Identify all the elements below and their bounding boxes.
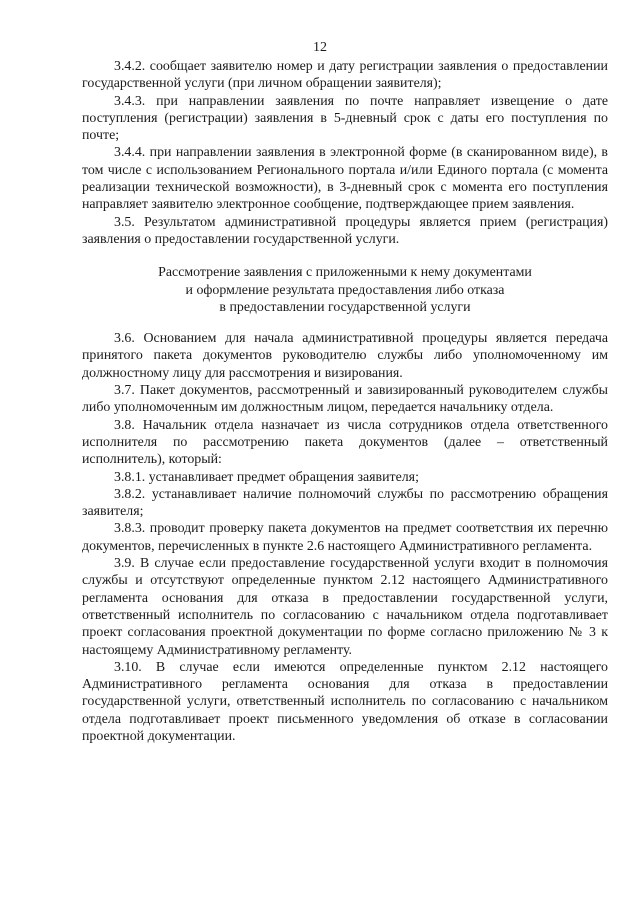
paragraph-3-9: 3.9. В случае если предоставление государственной услуги входит в полномочия службы и отсутствуют определенные пунктом 2.12 настоящего Административного регламента основания для отказа в предоставлении государственной услуги, ответственный исполнитель по согласованию с начальником отдела подготавливает проект согласования проектной документации по форме согласно приложению № 3 к настоящему Административному регламенту. [82, 556, 608, 658]
section-heading-line-1: Рассмотрение заявления с приложенными к нему документами [158, 265, 532, 281]
paragraph-3-7: 3.7. Пакет документов, рассмотренный и завизированный руководителем службы либо уполномоченным им должностным лицом, передается начальнику отдела. [82, 383, 608, 416]
paragraph-3-6: 3.6. Основанием для начала административной процедуры является передача принятого пакета документов руководителю службы либо уполномоченному им должностному лицу для рассмотрения и визирования. [82, 331, 608, 381]
paragraph-3-8-3: 3.8.3. проводит проверку пакета документов на предмет соответствия их перечню документов, перечисленных в пункте 2.6 настоящего Административного регламента. [82, 521, 608, 554]
page-number: 12 [313, 40, 327, 55]
paragraph-3-4-4: 3.4.4. при направлении заявления в электронной форме (в сканированном виде), в том числе с использованием Регионального портала и/или Единого портала (с момента реализации технической возможности), в 3-дневный срок с момента его поступления направляет заявителю электронное сообщение, подтверждающее прием заявления. [82, 145, 608, 213]
section-heading [82, 264, 608, 316]
section-heading-line-3: в предоставлении государственной услуги [219, 299, 471, 315]
document-body [82, 58, 608, 745]
paragraph-3-8-2: 3.8.2. устанавливает наличие полномочий службы по рассмотрению обращения заявителя; [82, 486, 608, 520]
paragraph-3-5: 3.5. Результатом административной процедуры является прием (регистрация) заявления о предоставлении государственной услуги. [82, 214, 608, 247]
paragraph-3-4-3: 3.4.3. при направлении заявления по почте направляет извещение о дате поступления (регистрации) заявления в 5-дневный срок с даты его поступления по почте; [82, 93, 608, 144]
paragraph-3-4-2: 3.4.2. сообщает заявителю номер и дату регистрации заявления о предоставлении государственной услуги (при личном обращении заявителя); [82, 59, 608, 92]
paragraph-3-10: 3.10. В случае если имеются определенные пунктом 2.12 настоящего Административного регламента основания для отказа в предоставлении государственной услуги, ответственный исполнитель по согласованию с начальником отдела подготавливает проект письменного уведомления об отказе в согласовании проектной документации. [82, 659, 608, 744]
paragraph-3-8: 3.8. Начальник отдела назначает из числа сотрудников отдела ответственного исполнителя по рассмотрению пакета документов (далее – ответственный исполнитель), который: [82, 417, 608, 468]
section-heading-line-2: и оформление результата предоставления либо отказа [185, 282, 505, 298]
paragraph-3-8-1: 3.8.1. устанавливает предмет обращения заявителя; [114, 469, 419, 485]
